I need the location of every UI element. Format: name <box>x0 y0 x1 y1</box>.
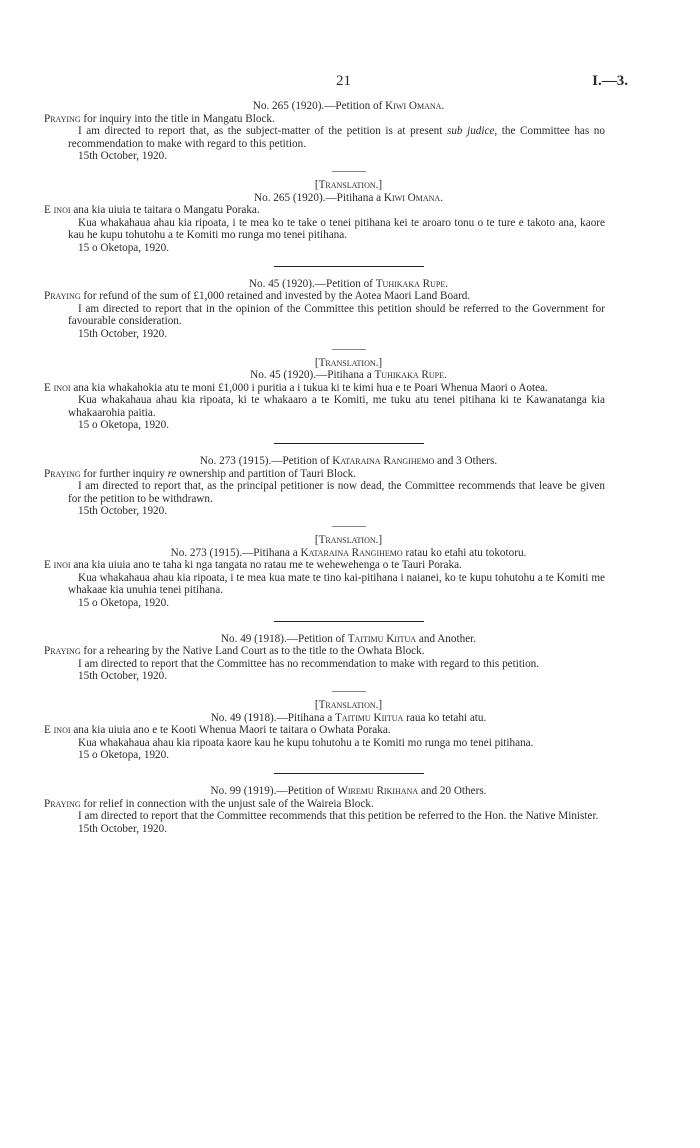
petition-heading: No. 45 (1920).—Petition of Tuhikaka Rupe. <box>248 277 449 290</box>
translation-report: Kua whakahaua ahau kia ripoata kaore kau he kupu tohutohu a te Komiti mo runga mo tenei pitihana. <box>78 736 534 749</box>
translation-date: 15 o Oketopa, 1920. <box>78 597 170 609</box>
petitioner-name: Kataraina Rangihemo <box>332 455 435 468</box>
report-paragraph: I am directed to report that, as the principal petitioner is now dead, the Committee recommends that leave be given for the petition to be withdrawn. <box>68 480 605 505</box>
translation-report: Kua whakahaua ahau kia ripoata, i te mea ko te take o tenei pitihana kei te aroaro tonu o te ture e takoto ana, kaore kau he kupu tohutohu a te Komiti mo runga mo tenei pitihana. <box>68 216 605 242</box>
translation-heading: No. 49 (1918).—Pitihana a Taitimu Kiitua raua ko tetahi atu. <box>210 711 487 724</box>
document-reference: I.—3. <box>592 73 628 89</box>
report-paragraph: I am directed to report that the Committee recommends that this petition be referred to the Hon. the Native Minister. <box>78 810 599 823</box>
translation-label: [Translation.] <box>314 698 383 711</box>
translation-report: Kua whakahaua ahau kia ripoata, ki te whakaaro a te Komiti, me tuku atu tenei pitihana ki te Kawanatanga kia whakaarohia paitia. <box>68 394 605 419</box>
petition-section <box>44 277 605 433</box>
petition-heading: No. 99 (1919).—Petition of Wiremu Rikihana and 20 Others. <box>210 784 487 797</box>
petition-section <box>44 100 605 255</box>
petition-heading: No. 49 (1918).—Petition of Taitimu Kiitua and Another. <box>220 632 477 645</box>
praying-paragraph: Praying for inquiry into the title in Mangatu Block. <box>44 112 275 125</box>
short-divider <box>332 171 366 172</box>
page-header <box>0 73 700 93</box>
report-paragraph: I am directed to report that, as the subject-matter of the petition is at present sub judice, the Committee has no recommendation to make with regard to this petition. <box>68 125 605 150</box>
short-divider <box>332 526 366 527</box>
translation-label: [Translation.] <box>314 534 383 547</box>
report-date: 15th October, 1920. <box>78 150 168 163</box>
section-divider <box>274 773 424 774</box>
report-date: 15th October, 1920. <box>78 822 168 835</box>
section-divider <box>274 443 424 444</box>
report-date: 15th October, 1920. <box>78 670 168 683</box>
short-divider <box>332 349 366 350</box>
translation-date: 15 o Oketopa, 1920. <box>78 241 170 254</box>
translation-heading: No. 265 (1920).—Pitihana a Kiwi Omana. <box>254 191 443 204</box>
petitioner-name: Kiwi Omana <box>385 100 442 112</box>
petitioner-name: Taitimu Kiitua <box>347 632 417 645</box>
report-paragraph: I am directed to report that the Committee has no recommendation to make with regard to this petition. <box>78 657 540 670</box>
petition-section <box>44 784 605 835</box>
translation-heading: No. 273 (1915).—Pitihana a Kataraina Rangihemo ratau ko etahi atu tokotoru. <box>170 546 527 559</box>
inoi-paragraph: E inoi ana kia uiuia ano e te Kooti Whenua Maori te taitara o Owhata Poraka. <box>44 724 391 737</box>
inoi-paragraph: E inoi ana kia whakahokia atu te moni £1,000 i puritia a i tukua ki te kimi hua e te Poari Whenua Maori o Aotea. <box>44 381 548 394</box>
praying-paragraph: Praying for refund of the sum of £1,000 retained and invested by the Aotea Maori Land Board. <box>44 290 471 303</box>
petition-heading: No. 273 (1915).—Petition of Kataraina Rangihemo and 3 Others. <box>199 455 498 468</box>
translation-date: 15 o Oketopa, 1920. <box>78 419 170 432</box>
translation-label: [Translation.] <box>314 178 383 191</box>
petition-heading: No. 265 (1920).—Petition of Kiwi Omana. <box>252 100 445 112</box>
report-paragraph: I am directed to report that in the opinion of the Committee this petition should be referred to the Government for favourable consideration. <box>68 302 605 328</box>
petition-section <box>44 632 605 762</box>
section-divider <box>274 266 424 267</box>
page-number: 21 <box>336 73 351 89</box>
inoi-paragraph: E inoi ana kia uiuia te taitara o Mangatu Poraka. <box>44 204 260 217</box>
report-date: 15th October, 1920. <box>78 327 168 340</box>
praying-paragraph: Praying for further inquiry re ownership and partition of Tauri Block. <box>44 467 357 480</box>
petitioner-name: Tuhikaka Rupe <box>375 277 446 290</box>
translation-heading: No. 45 (1920).—Pitihana a Tuhikaka Rupe. <box>250 369 447 382</box>
short-divider <box>332 691 366 692</box>
translation-report: Kua whakahaua ahau kia ripoata, i te mea kua mate te tino kai-pitihana i naianei, ko te kupu tohutohu a te Komiti me whakaae kia unuhia tenei pitihana. <box>68 571 605 597</box>
translation-label: [Translation.] <box>314 356 383 369</box>
report-date: 15th October, 1920. <box>78 505 168 518</box>
translation-date: 15 o Oketopa, 1920. <box>78 749 170 762</box>
praying-paragraph: Praying for a rehearing by the Native Land Court as to the title to the Owhata Block. <box>44 645 425 658</box>
page-content <box>44 100 605 835</box>
petition-section <box>44 455 605 610</box>
praying-paragraph: Praying for relief in connection with the unjust sale of the Waireia Block. <box>44 797 374 810</box>
petitioner-name: Wiremu Rikihana <box>337 784 419 797</box>
inoi-paragraph: E inoi ana kia uiuia ano te taha ki nga tangata no ratau me te wehewehenga o te Tauri Poraka. <box>44 559 462 572</box>
section-divider <box>274 621 424 622</box>
